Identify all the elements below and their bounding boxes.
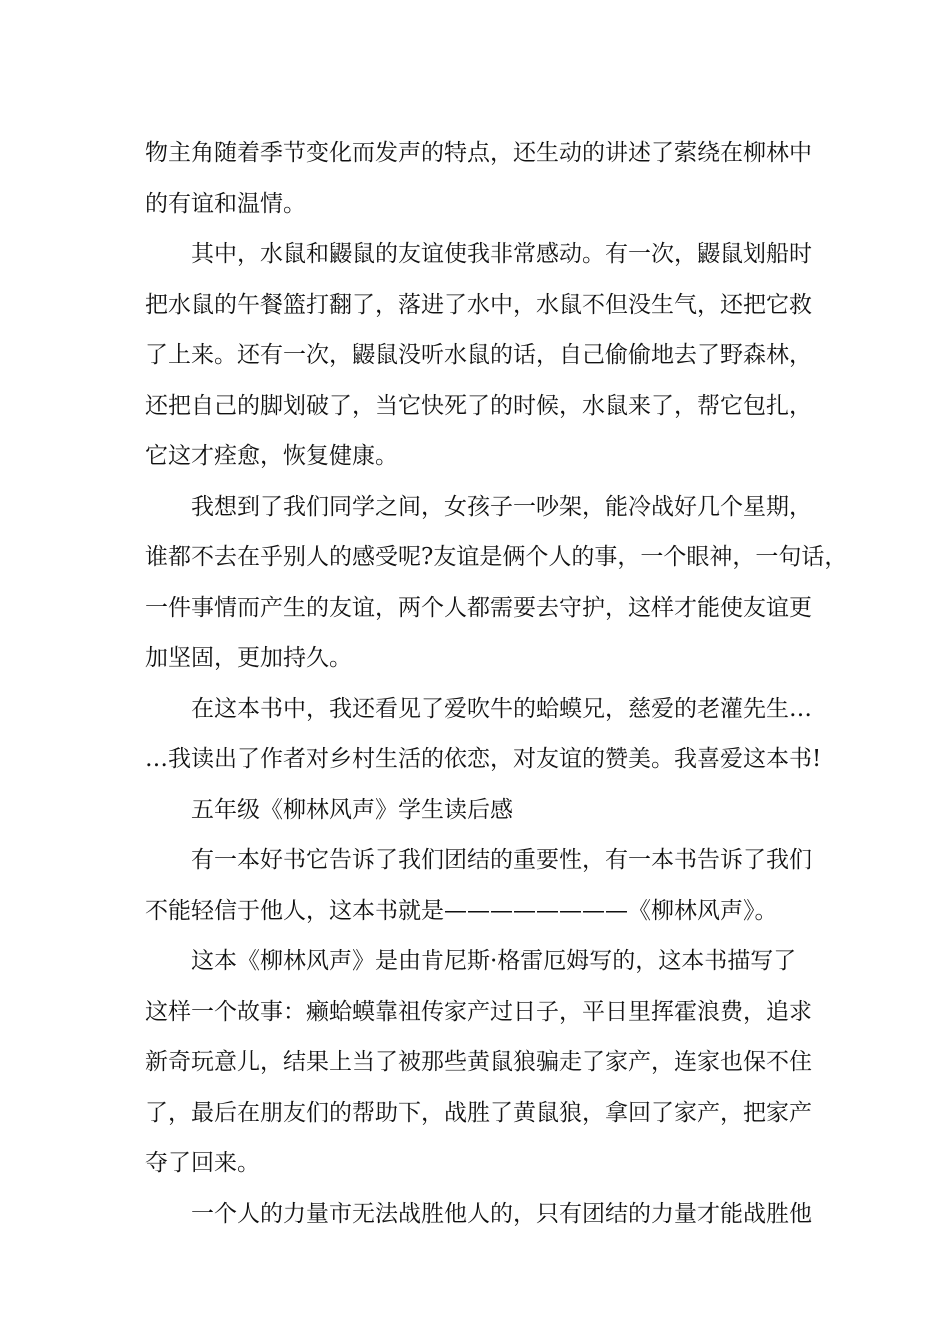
text-line: 把水鼠的午餐篮打翻了，落进了水中，水鼠不但没生气，还把它救 [145, 291, 812, 318]
text-line: 加坚固，更加持久。 [145, 645, 352, 671]
body-text [145, 128, 848, 1239]
text-line: 谁都不去在乎别人的感受呢?友谊是俩个人的事，一个眼神，一句话， [145, 544, 848, 570]
text-line: 了上来。还有一次，鼹鼠没听水鼠的话，自己偷偷地去了野森林， [145, 342, 812, 368]
text-line: 的有谊和温情。 [145, 190, 306, 217]
text-line: 不能轻信于他人，这本书就是————————《柳林风声》。 [145, 897, 778, 924]
text-line: 一个人的力量市无法战胜他人的，只有团结的力量才能战胜他 [191, 1200, 812, 1227]
text-line: 物主角随着季节变化而发声的特点，还生动的讲述了萦绕在柳林中 [145, 140, 812, 166]
text-line: 有一本好书它告诉了我们团结的重要性，有一本书告诉了我们 [191, 847, 812, 873]
text-line: 这样一个故事：癞蛤蟆靠祖传家产过日子，平日里挥霍浪费，追求 [145, 998, 812, 1025]
text-line: 我想到了我们同学之间，女孩子一吵架，能冷战好几个星期， [191, 493, 812, 520]
text-line: 还把自己的脚划破了，当它快死了的时候，水鼠来了，帮它包扎， [145, 392, 812, 419]
text-line: 了，最后在朋友们的帮助下，战胜了黄鼠狼，拿回了家产，把家产 [145, 1099, 812, 1126]
text-line: 在这本书中，我还看见了爱吹牛的蛤蟆兄，慈爱的老灌先生… [191, 695, 812, 722]
text-line: 新奇玩意儿，结果上当了被那些黄鼠狼骗走了家产，连家也保不住 [145, 1049, 812, 1075]
text-line: 它这才痊愈，恢复健康。 [145, 443, 398, 469]
text-line: 一件事情而产生的友谊，两个人都需要去守护，这样才能使友谊更 [145, 594, 812, 621]
text-line: 夺了回来。 [145, 1150, 260, 1176]
text-line: 这本《柳林风声》是由肯尼斯·格雷厄姆写的，这本书描写了 [191, 948, 797, 974]
text-line: …我读出了作者对乡村生活的依恋，对友谊的赞美。我喜爱这本书! [145, 746, 822, 772]
section-heading: 五年级《柳林风声》学生读后感 [191, 796, 513, 823]
text-line: 其中，水鼠和鼹鼠的友谊使我非常感动。有一次，鼹鼠划船时 [191, 241, 812, 267]
